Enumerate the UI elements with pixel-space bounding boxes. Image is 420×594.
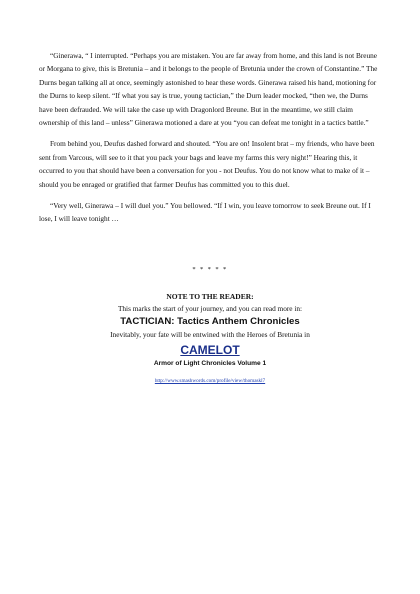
note-line-1: This marks the start of your journey, and you can read more in: xyxy=(117,304,303,313)
section-separator: * * * * * xyxy=(192,266,228,273)
author-profile-link[interactable]: http://www.smashwords.com/profile/view/thomaskl7 xyxy=(154,378,266,384)
note-heading: NOTE TO THE READER: xyxy=(166,292,254,301)
note-to-reader xyxy=(0,291,420,387)
story-text xyxy=(39,49,382,234)
paragraph-1: “Ginerawa, “ I interrupted. “Perhaps you are mistaken. You are far away from home, and this land is not Breune or Morgana to give, this is Bretunia – and it belongs to the people of Bretunia under the crown of Constantine.” The Durns began talking all at once, seemingly astonished to hear these words. Ginerawa raised his hand, motioning for the Durns to keep silent. “If what you say is true, young tactician,” the Durn leader mocked, “then we, the Durns have been defrauded. We will take the case up with Dragonlord Breune. But in the meantime, we still claim ownership of this land – unless” Ginerawa motioned a dare at you “you can defeat me tonight in a tactics battle.” xyxy=(39,51,378,128)
book-title: TACTICIAN: Tactics Anthem Chronicles xyxy=(120,316,300,327)
paragraph-2: From behind you, Deufus dashed forward and shouted. “You are on! Insolent brat – my friends, who have been sent from Varcous, will see to it that you pack your bags and leave my farms this very night!” Hearing this, it occurred to you that should have been a conversation for you - not Deufus. You do not know what to make of it – should you be enraged or gratified that farmer Deufus has committed you to this duel. xyxy=(39,139,375,189)
note-line-2: Inevitably, your fate will be entwined with the Heroes of Bretunia in xyxy=(110,330,310,339)
camelot-title-link[interactable]: CAMELOT xyxy=(180,343,240,357)
series-subtitle: Armor of Light Chronicles Volume 1 xyxy=(153,360,267,367)
paragraph-3: “Very well, Ginerawa – I will duel you.” You bellowed. “If I win, you leave tomorrow to seek Breune out. If I lose, I will leave tonight … xyxy=(39,201,371,224)
